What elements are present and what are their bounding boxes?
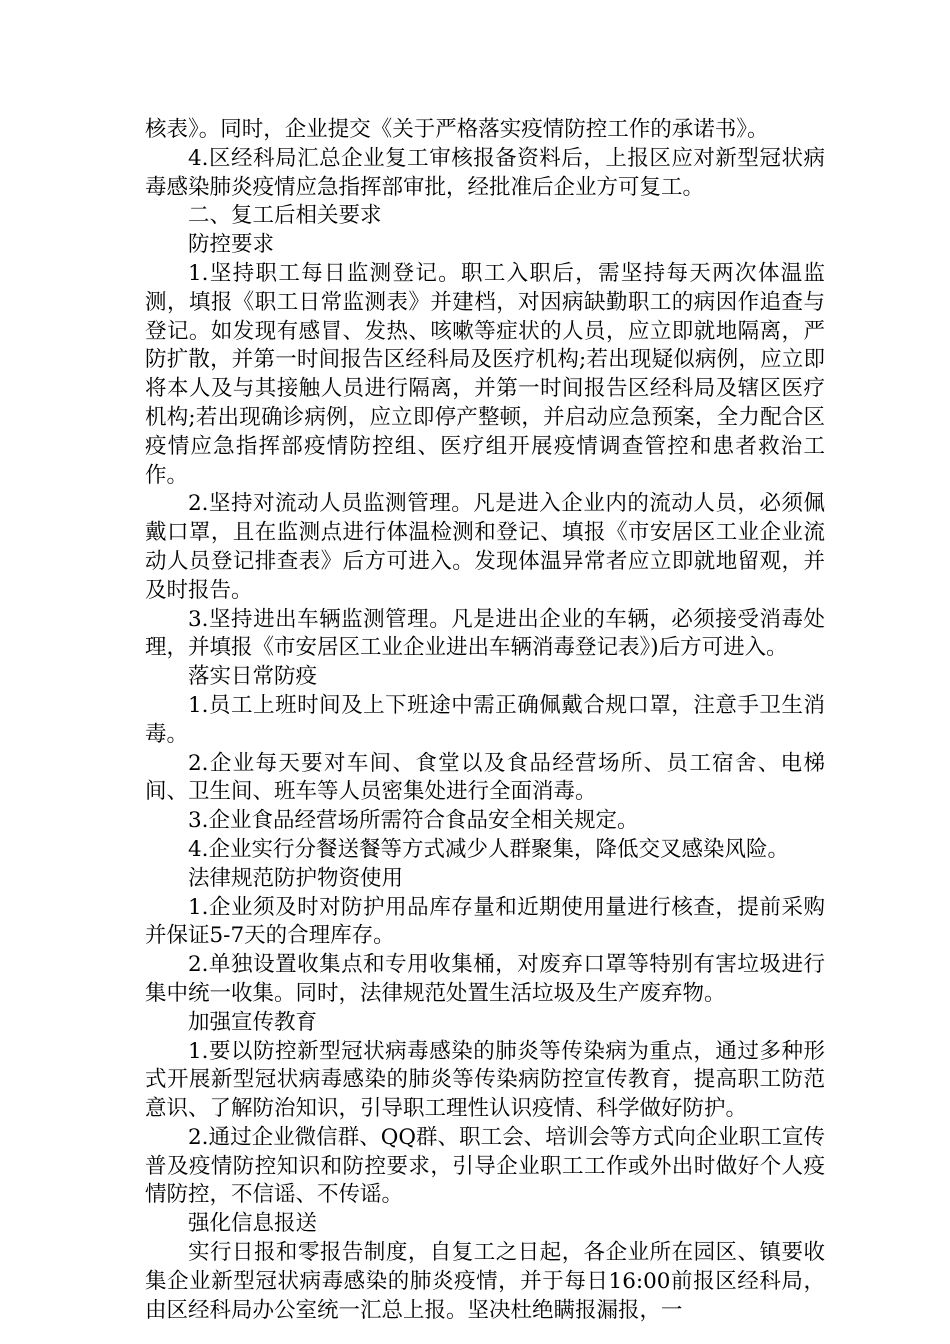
subsection-heading: 落实日常防疫 [188,664,318,690]
paragraph: 1.企业须及时对防护用品库存量和近期使用量进行核查，提前采购并保证5-7天的合理库存。 [145,894,825,949]
section-heading: 二、复工后相关要求 [188,203,382,229]
subsection-heading: 防控要求 [188,232,275,258]
paragraph: 4.区经科局汇总企业复工审核报备资料后，上报区应对新型冠状病毒感染肺炎疫情应急指挥部审批，经批准后企业方可复工。 [145,145,825,200]
paragraph: 4.企业实行分餐送餐等方式减少人群聚集，降低交叉感染风险。 [188,836,790,862]
paragraph: 核表》。同时，企业提交《关于严格落实疫情防控工作的承诺书》。 [145,117,769,142]
subsection-heading: 法律规范防护物资使用 [188,865,404,891]
paragraph: 2.坚持对流动人员监测管理。凡是进入企业内的流动人员，必须佩戴口罩，且在监测点进行体温检测和登记、填报《市安居区工业企业流动人员登记排查表》后方可进入。发现体温异常者应立即就地留观，并及时报告。 [145,491,825,603]
paragraph: 实行日报和零报告制度，自复工之日起，各企业所在园区、镇要收集企业新型冠状病毒感染的肺炎疫情，并于每日16:00前报区经科局，由区经科局办公室统一汇总上报。坚决杜绝瞒报漏报，一 [145,1240,825,1323]
paragraph: 2.企业每天要对车间、食堂以及食品经营场所、员工宿舍、电梯间、卫生间、班车等人员密集处进行全面消毒。 [145,750,825,805]
paragraph: 1.要以防控新型冠状病毒感染的肺炎等传染病为重点，通过多种形式开展新型冠状病毒感染的肺炎等传染病防控宣传教育，提高职工防范意识、了解防治知识，引导职工理性认识疫情、科学做好防护。 [145,1038,825,1122]
paragraph: 3.坚持进出车辆监测管理。凡是进出企业的车辆，必须接受消毒处理，并填报《市安居区工业企业进出车辆消毒登记表》)后方可进入。 [145,606,825,661]
subsection-heading: 加强宣传教育 [188,1009,318,1035]
subsection-heading: 强化信息报送 [188,1211,318,1237]
paragraph: 2.单独设置收集点和专用收集桶，对废弃口罩等特别有害垃圾进行集中统一收集。同时，法律规范处置生活垃圾及生产废弃物。 [145,952,825,1006]
document-page [145,116,825,1325]
paragraph: 1.坚持职工每日监测登记。职工入职后，需坚持每天两次体温监测，填报《职工日常监测表》并建档，对因病缺勤职工的病因作追查与登记。如发现有感冒、发热、咳嗽等症状的人员，应立即就地隔离，严防扩散，并第一时间报告区经科局及医疗机构;若出现疑似病例，应立即将本人及与其接触人员进行隔离，并第一时间报告区经科局及辖区医疗机构;若出现确诊病例，应立即停产整顿，并启动应急预案，全力配合区疫情应急指挥部疫情防控组、医疗组开展疫情调查管控和患者救治工作。 [145,260,825,488]
paragraph: 3.企业食品经营场所需符合食品安全相关规定。 [188,808,639,834]
paragraph: 2.通过企业微信群、QQ群、职工会、培训会等方式向企业职工宣传普及疫情防控知识和防控要求，引导企业职工工作或外出时做好个人疫情防控，不信谣、不传谣。 [145,1124,825,1208]
paragraph: 1.员工上班时间及上下班途中需正确佩戴合规口罩，注意手卫生消毒。 [145,692,825,747]
